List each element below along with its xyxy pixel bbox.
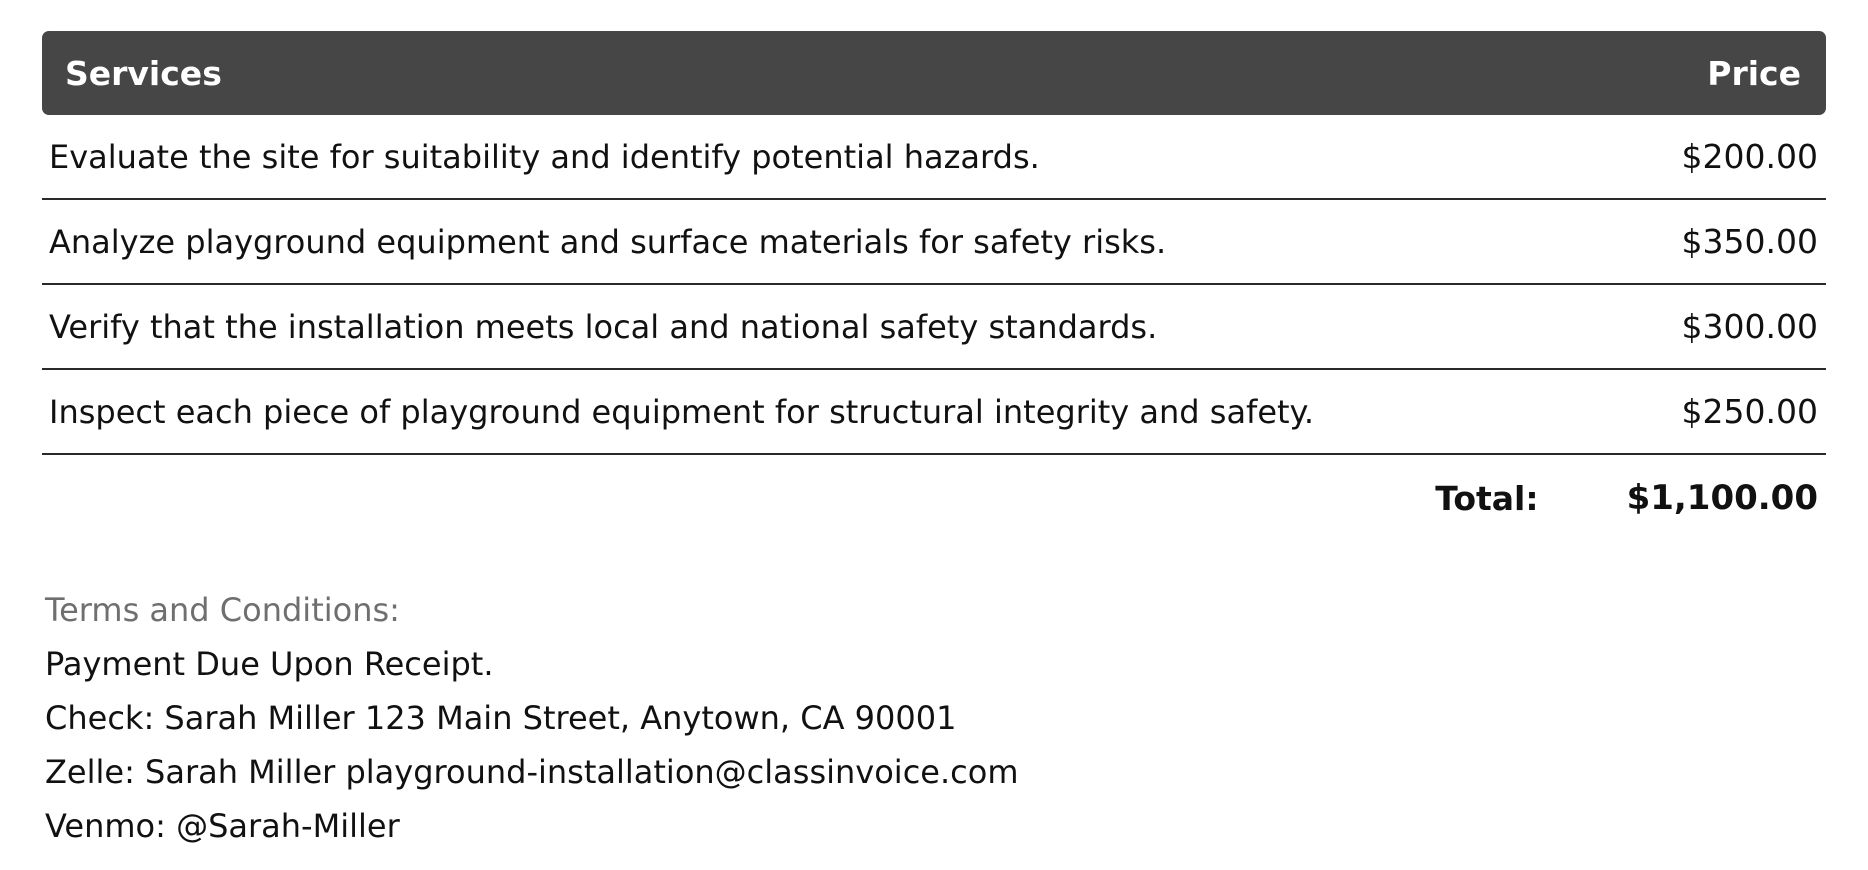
service-price: $200.00: [1681, 137, 1818, 176]
service-description: Verify that the installation meets local and national safety standards.: [49, 307, 1158, 346]
service-description: Analyze playground equipment and surface materials for safety risks.: [49, 222, 1167, 261]
service-price: $300.00: [1681, 307, 1818, 346]
terms-zelle-line: Zelle: Sarah Miller playground-installation@classinvoice.com: [45, 753, 1019, 791]
service-price: $250.00: [1681, 392, 1818, 431]
table-row: [42, 370, 1826, 455]
terms-check-line: Check: Sarah Miller 123 Main Street, Anytown, CA 90001: [45, 699, 957, 737]
price-column-header: Price: [1707, 53, 1801, 93]
terms-title: Terms and Conditions:: [45, 591, 400, 629]
total-value: $1,100.00: [1626, 478, 1818, 518]
service-description: Evaluate the site for suitability and identify potential hazards.: [49, 137, 1040, 176]
total-row: [42, 455, 1826, 541]
invoice-services-table: [42, 31, 1826, 541]
terms-and-conditions: [45, 583, 1018, 853]
table-row: [42, 285, 1826, 370]
service-price: $350.00: [1681, 222, 1818, 261]
services-column-header: Services: [65, 53, 222, 93]
service-description: Inspect each piece of playground equipment for structural integrity and safety.: [49, 392, 1315, 431]
table-header: [42, 31, 1826, 115]
service-items-list: [42, 115, 1826, 455]
table-row: [42, 115, 1826, 200]
total-label: Total:: [1435, 478, 1539, 518]
terms-venmo-line: Venmo: @Sarah-Miller: [45, 807, 400, 845]
table-row: [42, 200, 1826, 285]
terms-payment-line: Payment Due Upon Receipt.: [45, 645, 494, 683]
